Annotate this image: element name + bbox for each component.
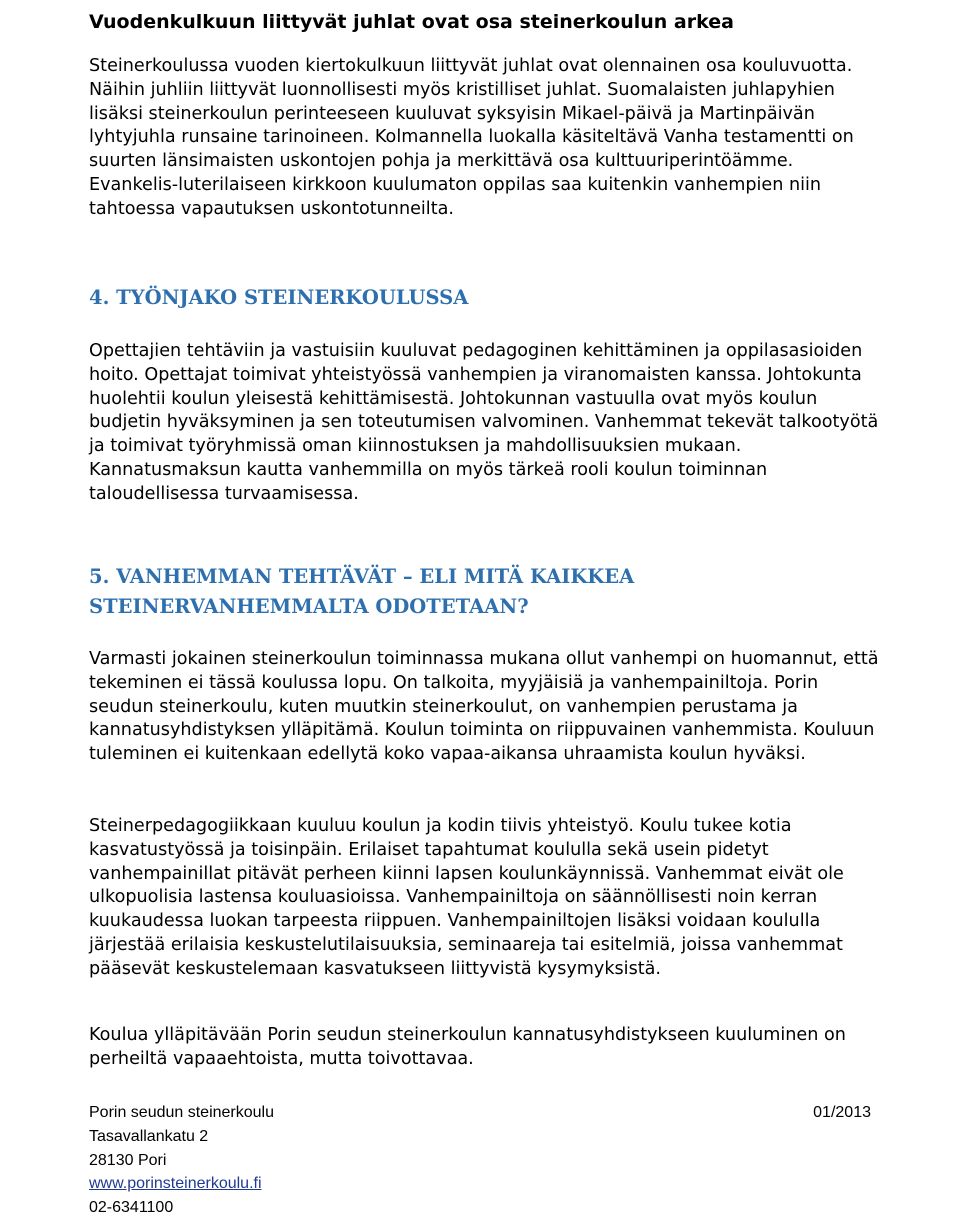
footer-phone: 02-6341100 — [89, 1199, 174, 1217]
document-footer — [89, 1101, 871, 1220]
section-5-heading: 5. VANHEMMAN TEHTÄVÄT – ELI MITÄ KAIKKEA STEINERVANHEMMALTA ODOTETAAN? — [89, 565, 635, 618]
footer-street: Tasavallankatu 2 — [89, 1127, 209, 1145]
footer-row-website — [89, 1172, 871, 1196]
footer-row-name-date — [89, 1101, 871, 1125]
footer-school-name: Porin seudun steinerkoulu — [89, 1104, 275, 1121]
parents-paragraph-1: Varmasti jokainen steinerkoulun toiminnassa mukana ollut vanhempi on huomannut, että tekeminen ei tässä koulussa lopu. On talkoita, myyjäisiä ja vanhempainiltoja. Porin seudun steinerkoulu, kuten muutkin steinerkoulut, on vanhempien perustama ja kannatusyhdistyksen ylläpitämä. Koulun toiminta on riippuvainen vanhemmista. Kouluun tuleminen ei kuitenkaan edellytä koko vapaa-aikansa uhraamista koulun hyväksi. — [89, 649, 879, 765]
section-4-heading: 4. TYÖNJAKO STEINERKOULUSSA — [89, 286, 469, 309]
festivals-subheading: Vuodenkulkuun liittyvät juhlat ovat osa steinerkoulun arkea — [89, 11, 734, 33]
footer-date: 01/2013 — [813, 1104, 871, 1121]
festivals-paragraph: Steinerkoulussa vuoden kiertokulkuun liittyvät juhlat ovat olennainen osa kouluvuotta. Näihin juhliin liittyvät luonnollisesti myös kristilliset juhlat. Suomalaisten juhlapyhien lisäksi steinerkoulun perinteeseen kuuluvat syksyisin Mikael-päivä ja Martinpäivän lyhtyjuhla runsaine tarinoineen. Kolmannella luokalla käsiteltävä Vanha testamentti on suurten länsimaisten uskontojen pohja ja merkittävä osa kulttuuriperintöämme. Evankelis-luterilaiseen kirkkoon kuulumaton oppilas saa kuitenkin vanhempien niin tahtoessa vapautuksen uskontotunneilta. — [89, 56, 854, 219]
parents-paragraph-3: Koulua ylläpitävään Porin seudun steinerkoulun kannatusyhdistykseen kuuluminen on perheiltä vapaaehtoista, mutta toivottavaa. — [89, 1025, 846, 1069]
footer-postal: 28130 Pori — [89, 1151, 167, 1169]
footer-website-link[interactable]: www.porinsteinerkoulu.fi — [89, 1175, 262, 1193]
footer-row-phone — [89, 1196, 871, 1220]
division-of-work-paragraph: Opettajien tehtäviin ja vastuisiin kuuluvat pedagoginen kehittäminen ja oppilasasioiden hoito. Opettajat toimivat yhteistyössä vanhempien ja viranomaisten kanssa. Johtokunta huolehtii koulun yleisestä kehittämisestä. Johtokunnan vastuulla ovat myös koulun budjetin hyväksyminen ja sen toteutumisen valvominen. Vanhemmat tekevät talkootyötä ja toimivat työryhmissä oman kiinnostuksen ja mahdollisuuksien mukaan. Kannatusmaksun kautta vanhemmilla on myös tärkeä rooli koulun toiminnan taloudellisessa turvaamisessa. — [89, 341, 879, 504]
parents-paragraph-2: Steinerpedagogiikkaan kuuluu koulun ja kodin tiivis yhteistyö. Koulu tukee kotia kasvatustyössä ja toisinpäin. Erilaiset tapahtumat koululla sekä usein pidetyt vanhempainillat pitävät perheen kiinni lapsen koulunkäynnissä. Vanhemmat eivät ole ulkopuolisia lastensa kouluasioissa. Vanhempainiltoja on säännöllisesti noin kerran kuukaudessa luokan tarpeesta riippuen. Vanhempainiltojen lisäksi voidaan koululla järjestää erilaisia keskustelutilaisuuksia, seminaareja tai esitelmiä, joissa vanhemmat pääsevät keskustelemaan kasvatukseen liittyvistä kysymyksistä. — [89, 816, 844, 979]
footer-row-street — [89, 1125, 871, 1149]
footer-row-postal — [89, 1149, 871, 1173]
